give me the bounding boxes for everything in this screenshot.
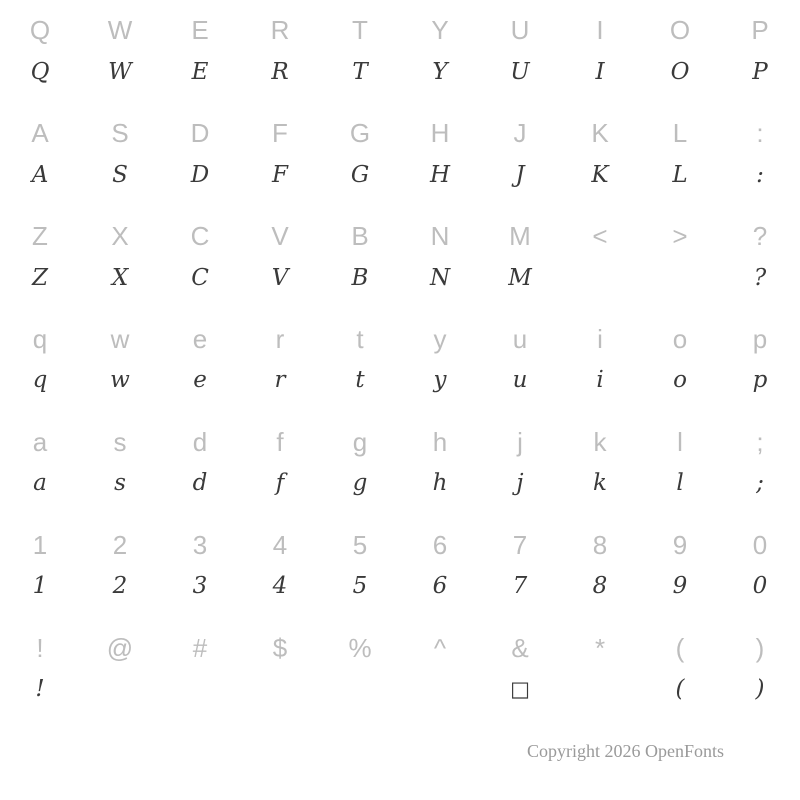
reference-character: W (107, 15, 133, 46)
glyph-cell (640, 514, 720, 617)
specimen-glyph: B (351, 264, 369, 291)
glyph-cell (320, 103, 400, 206)
glyph-cell (160, 206, 240, 309)
reference-character: e (192, 323, 208, 354)
specimen-glyph: o (673, 367, 687, 394)
glyph-cell (560, 206, 640, 309)
reference-character: y (433, 323, 447, 354)
reference-character: : (756, 118, 764, 149)
specimen-glyph: u (512, 367, 528, 394)
glyph-cell (320, 0, 400, 103)
reference-character: ^ (433, 632, 447, 663)
glyph-cell (0, 617, 80, 720)
reference-character: @ (106, 632, 134, 663)
reference-character: N (430, 221, 450, 252)
glyph-cell (0, 206, 80, 309)
glyph-cell (720, 206, 800, 309)
reference-character: k (593, 426, 607, 457)
glyph-cell (240, 617, 320, 720)
specimen-glyph: r (274, 367, 286, 394)
glyph-cell (80, 514, 160, 617)
reference-character: f (276, 426, 284, 457)
reference-character: 4 (272, 529, 288, 560)
specimen-glyph: f (275, 470, 285, 497)
glyph-cell (400, 0, 480, 103)
reference-character: 3 (192, 529, 208, 560)
glyph-cell (720, 0, 800, 103)
specimen-glyph: L (672, 161, 688, 188)
specimen-glyph: l (676, 470, 684, 497)
glyph-cell (640, 309, 720, 412)
specimen-glyph: : (756, 161, 764, 188)
specimen-glyph: Y (432, 58, 448, 85)
reference-character: * (594, 632, 606, 663)
reference-character: g (352, 426, 368, 457)
reference-character: ? (752, 221, 768, 252)
reference-character: p (752, 323, 768, 354)
specimen-glyph: k (593, 470, 607, 497)
glyph-cell (400, 514, 480, 617)
reference-character: Y (431, 15, 449, 46)
reference-character: $ (272, 632, 288, 663)
specimen-glyph: K (591, 161, 609, 188)
specimen-glyph: h (432, 470, 448, 497)
glyph-cell (400, 206, 480, 309)
reference-character: < (592, 221, 608, 252)
reference-character: R (270, 15, 290, 46)
glyph-cell (560, 309, 640, 412)
glyph-cell (560, 411, 640, 514)
specimen-glyph: ) (755, 676, 765, 703)
glyph-cell (240, 0, 320, 103)
specimen-glyph: 4 (272, 573, 288, 600)
specimen-glyph: □ (510, 677, 530, 702)
specimen-glyph: ! (35, 676, 45, 703)
reference-character: u (512, 323, 528, 354)
specimen-glyph: W (108, 58, 132, 85)
reference-character: h (432, 426, 448, 457)
specimen-glyph: ? (753, 264, 767, 291)
specimen-glyph: S (112, 161, 128, 188)
glyph-cell (720, 309, 800, 412)
glyph-cell (400, 103, 480, 206)
reference-character: o (672, 323, 688, 354)
glyph-cell (80, 103, 160, 206)
glyph-cell (0, 514, 80, 617)
reference-character: > (672, 221, 688, 252)
reference-character: w (110, 323, 130, 354)
reference-character: Z (32, 221, 48, 252)
glyph-cell (640, 411, 720, 514)
glyph-cell (240, 514, 320, 617)
glyph-cell (480, 514, 560, 617)
specimen-glyph: V (271, 264, 289, 291)
specimen-glyph: p (752, 367, 768, 394)
reference-character: A (31, 118, 49, 149)
reference-character: ( (675, 632, 685, 663)
specimen-glyph: C (191, 264, 209, 291)
specimen-glyph: ( (675, 676, 685, 703)
glyph-cell (0, 103, 80, 206)
reference-character: C (190, 221, 210, 252)
specimen-glyph: D (190, 161, 210, 188)
specimen-glyph: T (352, 58, 368, 85)
glyph-cell (720, 617, 800, 720)
glyph-cell (560, 617, 640, 720)
glyph-cell (480, 0, 560, 103)
reference-character: T (352, 15, 368, 46)
reference-character: O (669, 15, 691, 46)
specimen-glyph: s (114, 470, 126, 497)
reference-character: 6 (432, 529, 448, 560)
glyph-cell (80, 411, 160, 514)
specimen-glyph: ; (756, 470, 764, 497)
reference-character: V (271, 221, 289, 252)
specimen-glyph: Z (32, 264, 48, 291)
glyph-cell (160, 103, 240, 206)
specimen-glyph: 6 (432, 573, 448, 600)
specimen-glyph: i (596, 367, 604, 394)
specimen-glyph: 9 (672, 573, 688, 600)
glyph-cell (240, 411, 320, 514)
specimen-glyph: 5 (352, 573, 368, 600)
specimen-glyph: 7 (512, 573, 528, 600)
glyph-cell (80, 0, 160, 103)
reference-character: 0 (752, 529, 768, 560)
reference-character: M (509, 221, 531, 252)
specimen-glyph: d (192, 470, 208, 497)
specimen-glyph: G (350, 161, 370, 188)
specimen-glyph: E (191, 58, 209, 85)
specimen-glyph: R (271, 58, 289, 85)
glyph-cell (720, 411, 800, 514)
reference-character: 2 (112, 529, 128, 560)
reference-character: L (672, 118, 688, 149)
reference-character: F (272, 118, 288, 149)
glyph-cell (320, 514, 400, 617)
glyph-cell (240, 206, 320, 309)
reference-character: G (349, 118, 371, 149)
reference-character: j (517, 426, 523, 457)
reference-character: a (32, 426, 48, 457)
reference-character: & (511, 632, 529, 663)
reference-character: 5 (352, 529, 368, 560)
glyph-cell (0, 411, 80, 514)
reference-character: I (596, 15, 604, 46)
specimen-glyph: O (670, 58, 690, 85)
glyph-cell (480, 309, 560, 412)
specimen-glyph: y (433, 367, 447, 394)
glyph-cell (0, 309, 80, 412)
reference-character: E (191, 15, 209, 46)
glyph-cell (80, 206, 160, 309)
glyph-cell (160, 309, 240, 412)
glyph-cell (160, 514, 240, 617)
specimen-glyph: J (515, 161, 525, 188)
specimen-glyph: 3 (192, 573, 208, 600)
reference-character: U (510, 15, 530, 46)
reference-character: # (192, 632, 208, 663)
reference-character: S (111, 118, 129, 149)
reference-character: B (351, 221, 369, 252)
glyph-cell (400, 309, 480, 412)
glyph-cell (0, 0, 80, 103)
reference-character: 9 (672, 529, 688, 560)
specimen-glyph: F (272, 161, 288, 188)
specimen-glyph: 1 (32, 573, 48, 600)
specimen-glyph: a (33, 470, 47, 497)
glyph-cell (240, 103, 320, 206)
glyph-cell (160, 411, 240, 514)
reference-character: X (111, 221, 129, 252)
specimen-glyph: A (31, 161, 49, 188)
reference-character: ) (755, 632, 765, 663)
specimen-glyph: X (111, 264, 129, 291)
specimen-glyph: 8 (592, 573, 608, 600)
specimen-glyph: H (429, 161, 451, 188)
specimen-glyph: P (752, 58, 768, 85)
glyph-cell (480, 617, 560, 720)
specimen-glyph: t (355, 367, 365, 394)
glyph-cell (320, 206, 400, 309)
specimen-glyph: j (516, 470, 524, 497)
glyph-cell (640, 0, 720, 103)
specimen-glyph: I (595, 58, 605, 85)
reference-character: 7 (512, 529, 528, 560)
reference-character: D (190, 118, 210, 149)
reference-character: % (348, 632, 372, 663)
specimen-glyph: w (110, 367, 130, 394)
glyph-cell (400, 617, 480, 720)
glyph-cell (240, 309, 320, 412)
reference-character: P (751, 15, 769, 46)
reference-character: ; (756, 426, 764, 457)
glyph-cell (480, 411, 560, 514)
reference-character: r (275, 323, 285, 354)
glyph-cell (320, 411, 400, 514)
glyph-cell (320, 617, 400, 720)
reference-character: H (430, 118, 450, 149)
reference-character: 8 (592, 529, 608, 560)
glyph-cell (80, 309, 160, 412)
reference-character: d (192, 426, 208, 457)
glyph-cell (160, 0, 240, 103)
glyph-cell (640, 617, 720, 720)
glyph-cell (320, 309, 400, 412)
reference-character: ! (36, 632, 44, 663)
specimen-glyph: 2 (112, 573, 128, 600)
glyph-cell (560, 514, 640, 617)
specimen-glyph: e (193, 367, 207, 394)
glyph-cell (80, 617, 160, 720)
specimen-glyph: q (32, 367, 48, 394)
specimen-glyph: U (510, 58, 530, 85)
glyph-cell (480, 206, 560, 309)
specimen-glyph: N (429, 264, 451, 291)
reference-character: t (356, 323, 364, 354)
specimen-glyph: M (508, 264, 532, 291)
glyph-cell (720, 514, 800, 617)
specimen-glyph: Q (30, 58, 50, 85)
specimen-glyph: g (352, 470, 368, 497)
glyph-cell (160, 617, 240, 720)
reference-character: J (513, 118, 527, 149)
reference-character: s (113, 426, 127, 457)
reference-character: 1 (32, 529, 48, 560)
copyright-notice: Copyright 2026 OpenFonts (526, 741, 724, 761)
glyph-cell (480, 103, 560, 206)
specimen-glyph: 0 (752, 573, 768, 600)
glyph-cell (400, 411, 480, 514)
reference-character: l (677, 426, 683, 457)
glyph-cell (640, 206, 720, 309)
reference-character: q (32, 323, 48, 354)
reference-character: i (597, 323, 603, 354)
reference-character: K (591, 118, 609, 149)
reference-character: Q (29, 15, 51, 46)
glyph-cell (560, 0, 640, 103)
glyph-cell (560, 103, 640, 206)
glyph-cell (720, 103, 800, 206)
glyph-cell (640, 103, 720, 206)
